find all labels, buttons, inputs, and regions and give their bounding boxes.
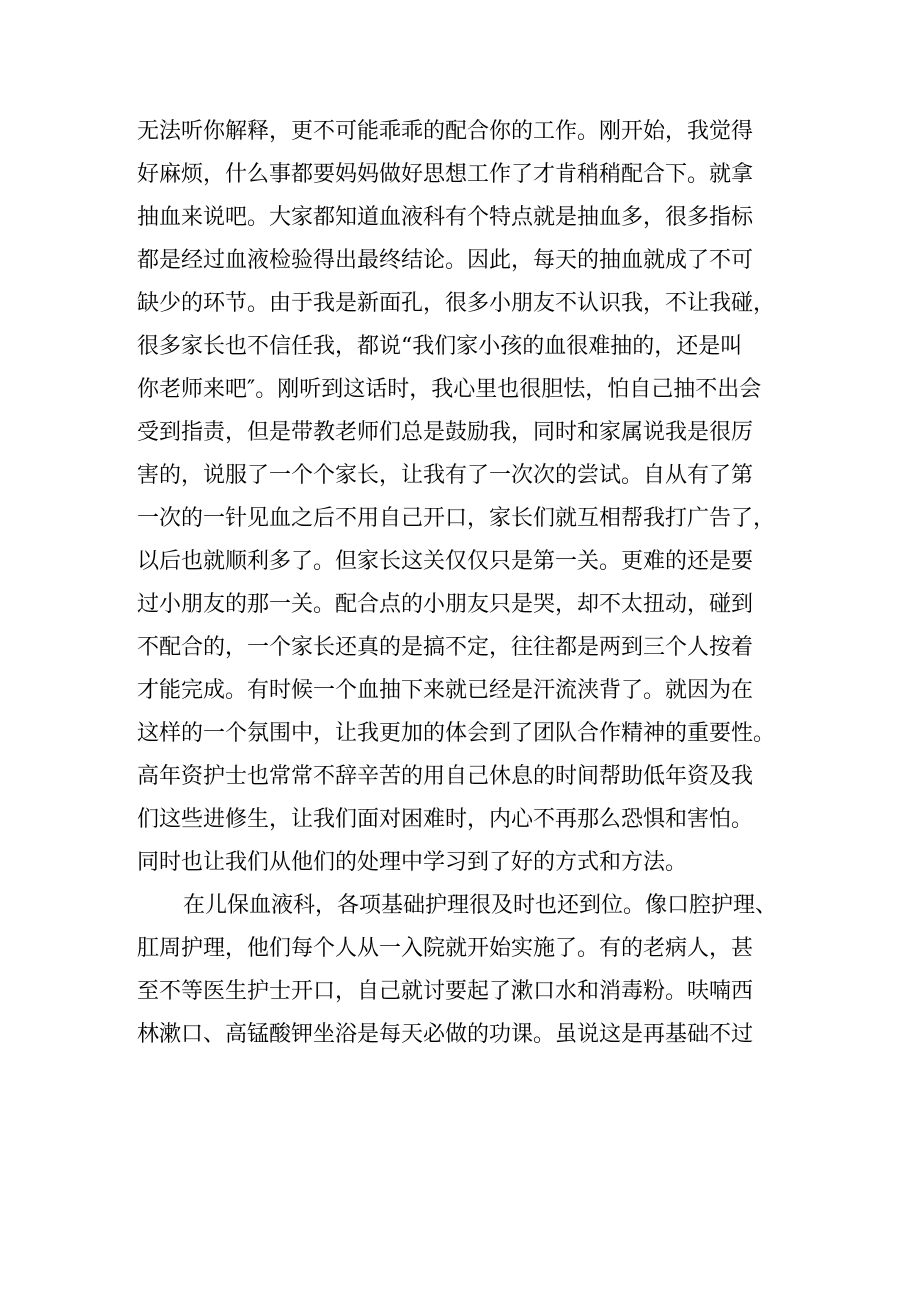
- text-line: 同时也让我们从他们的处理中学习到了好的方式和方法。: [137, 850, 688, 875]
- text-line: 们这些进修生，让我们面对困难时，内心不再那么恐惧和害怕。: [137, 807, 754, 832]
- text-line: 过小朋友的那一关。配合点的小朋友只是哭，却不太扭动，碰到: [137, 592, 754, 617]
- text-line: 这样的一个氛围中，让我更加的体会到了团队合作精神的重要性。: [137, 721, 776, 746]
- text-line: 受到指责，但是带教老师们总是鼓励我，同时和家属说我是很厉: [137, 420, 754, 445]
- text-line: 肛周护理，他们每个人从一入院就开始实施了。有的老病人，甚: [137, 936, 754, 961]
- text-line: 至不等医生护士开口，自己就讨要起了漱口水和消毒粉。呋喃西: [137, 979, 754, 1004]
- text-line: 很多家长也不信任我，都说“我们家小孩的血很难抽的，还是叫: [137, 334, 743, 359]
- body-text: [137, 110, 797, 1056]
- text-line: 以后也就顺利多了。但家长这关仅仅只是第一关。更难的还是要: [137, 549, 754, 574]
- text-line: 抽血来说吧。大家都知道血液科有个特点就是抽血多，很多指标: [137, 205, 754, 230]
- text-line: 好麻烦，什么事都要妈妈做好思想工作了才肯稍稍配合下。就拿: [137, 162, 754, 187]
- text-line: 都是经过血液检验得出最终结论。因此，每天的抽血就成了不可: [137, 248, 754, 273]
- text-line: 害的，说服了一个个家长，让我有了一次次的尝试。自从有了第: [137, 463, 754, 488]
- text-line: 林漱口、高锰酸钾坐浴是每天必做的功课。虽说这是再基础不过: [137, 1022, 754, 1047]
- paragraph-first-line: 在儿保血液科，各项基础护理很及时也还到位。像口腔护理、: [183, 893, 778, 918]
- text-line: 无法听你解释，更不可能乖乖的配合你的工作。刚开始，我觉得: [137, 119, 754, 144]
- text-line: 你老师来吧″。刚听到这话时，我心里也很胆怯，怕自己抽不出会: [137, 377, 762, 402]
- text-line: 高年资护士也常常不辞辛苦的用自己休息的时间帮助低年资及我: [137, 764, 754, 789]
- text-line: 不配合的，一个家长还真的是搞不定，往往都是两到三个人按着: [137, 635, 754, 660]
- text-line: 一次的一针见血之后不用自己开口，家长们就互相帮我打广告了，: [137, 506, 776, 531]
- text-line: 才能完成。有时候一个血抽下来就已经是汗流浃背了。就因为在: [137, 678, 754, 703]
- text-line: 缺少的环节。由于我是新面孔，很多小朋友不认识我，不让我碰，: [137, 291, 776, 316]
